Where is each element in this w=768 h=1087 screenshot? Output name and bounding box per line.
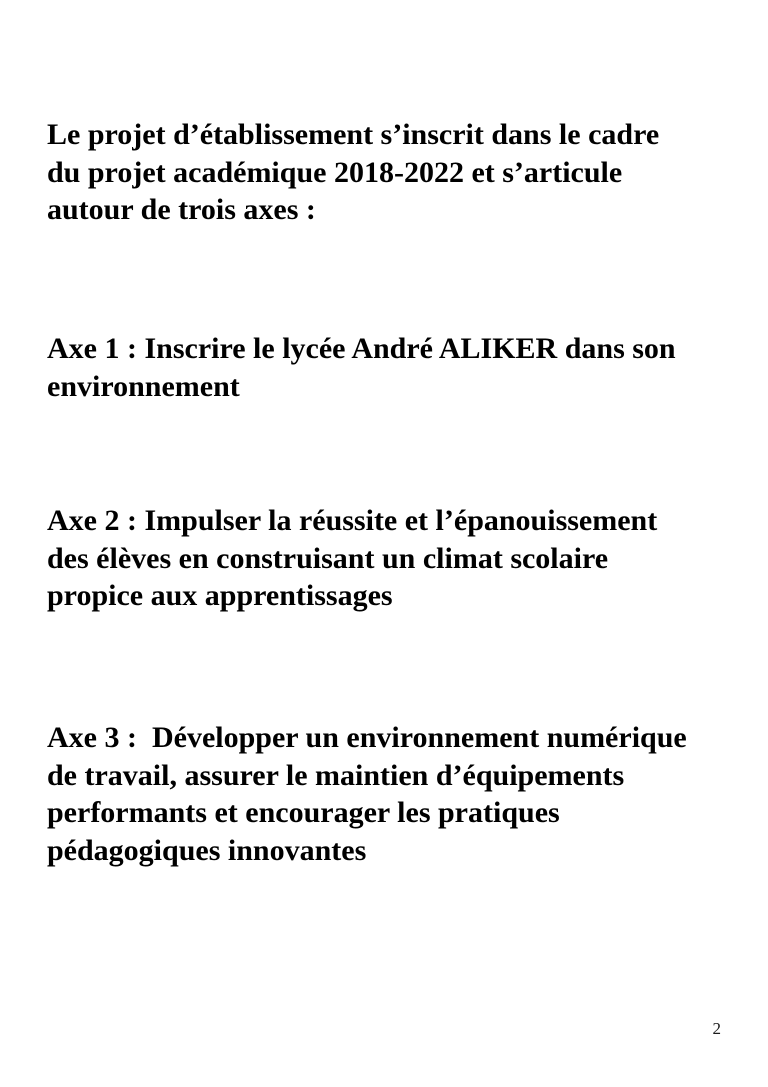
axe-2-line-2: des élèves en construisant un climat scolaire [47,541,609,575]
page-number: 2 [712,1019,721,1038]
axe-3-line-2: de travail, assurer le maintien d’équipements [47,758,625,792]
intro-paragraph [47,116,728,229]
axe-2-line-1: Axe 2 : Impulser la réussite et l’épanouissement [47,504,658,537]
intro-line-1: Le projet d’établissement s’inscrit dans le cadre [47,118,660,151]
axe-2-heading [47,502,728,615]
axe-3-line-1: Axe 3 : Développer un environnement numérique [47,721,687,754]
intro-line-2: du projet académique 2018-2022 et s’articule [47,155,623,189]
axe-3-line-4: pédagogiques innovantes [47,833,367,867]
axe-1-line-1: Axe 1 : Inscrire le lycée André ALIKER dans son [47,332,676,365]
axe-1-line-2: environnement [47,369,240,403]
axe-2-line-3: propice aux apprentissages [47,579,393,612]
axe-3-line-3: performants et encourager les pratiques [47,796,560,829]
axe-3-heading [47,719,728,869]
intro-line-3: autour de trois axes : [47,193,316,226]
axe-1-heading [47,330,728,405]
